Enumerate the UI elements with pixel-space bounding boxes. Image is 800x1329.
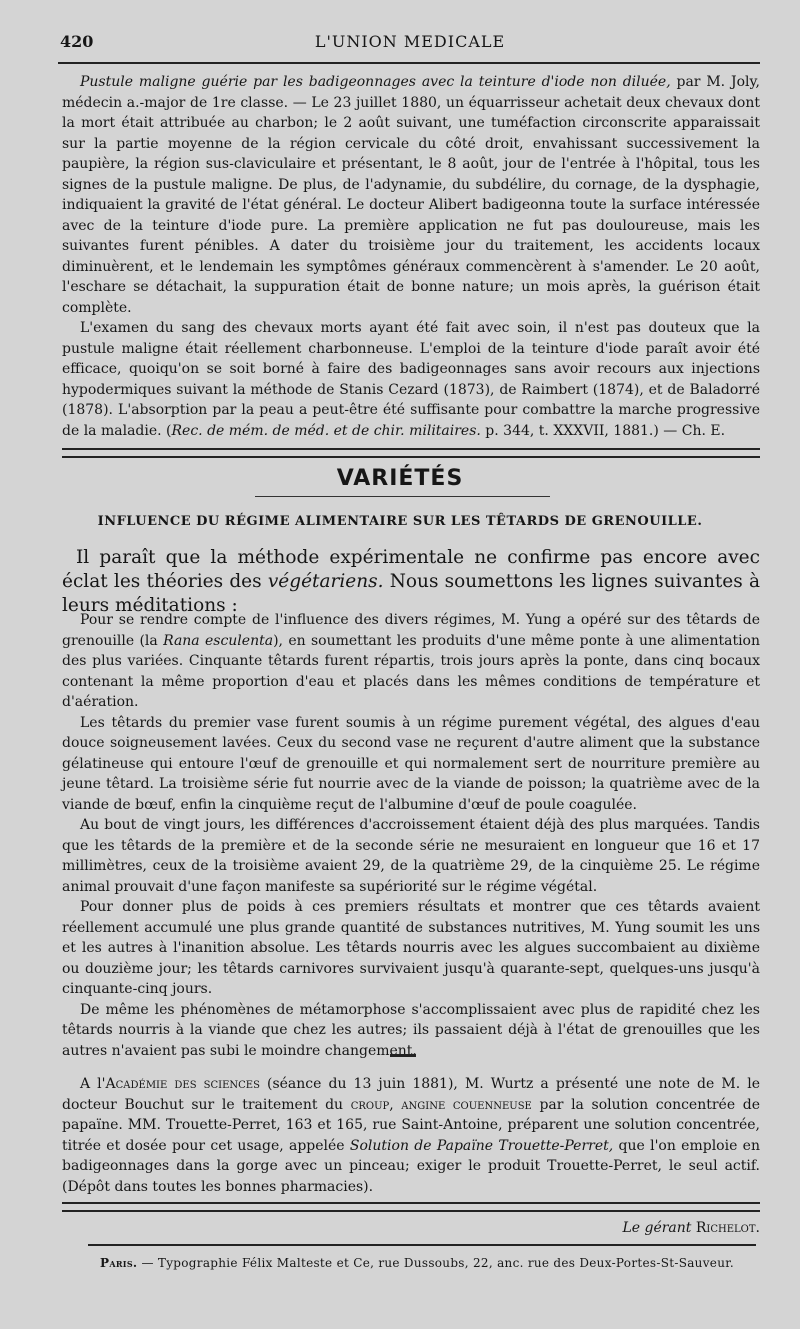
article-paragraph: De même les phénomènes de métamorphose s'accomplissaient avec plus de rapidité chez les têtards nourris à la viande que chez les autres; ils passaient déjà à l'état de grenouilles que les autres n'avaient pas subi le moindre changement. — [62, 1001, 760, 1059]
section-title: VARIÉTÉS — [336, 466, 464, 491]
article-paragraph: L'examen du sang des chevaux morts ayant été fait avec soin, il n'est pas douteux que la pustule maligne était réellement charbonneuse. L'emploi de la teinture d'iode paraît avoir été efficace, quoiqu'on se soit borné à faire des badigeonnages sans avoir recours aux injections hypodermiques suivant la méthode de Stanis Cezard (1873), de Raimbert (1874), et de Baladorré (1878). L'absorption par la peau a peut-être été suffisante pour combattre la marche progressive de la maladie. (Rec. de mém. de méd. et de chir. militaires. p. 344, t. XXXVII, 1881.) — Ch. E. — [62, 320, 760, 439]
running-title: L'UNION MEDICALE — [314, 32, 506, 51]
article-paragraph: Pour donner plus de poids à ces premiers résultats et montrer que ces têtards avaient réellement accumulé une plus grande quantité de substances nutritives, M. Yung soumit les uns et les autres à l'inanition absolue. Les têtards nourris avec les algues succombaient au dixième ou douzième jour; les têtards carnivores survivaient jusqu'à quarante-sept, quelques-uns jusqu'à cinquante-cinq jours. — [62, 899, 760, 997]
footer-rule — [88, 1244, 756, 1246]
closing-rule — [62, 1202, 760, 1212]
page-header — [60, 32, 760, 54]
notice-academie: A l'Académie des sciences (séance du 13 juin 1881), M. Wurtz a présenté une note de M. le docteur Bouchut sur le traitement du croup, angine couenneuse par la solution concentrée de papaïne. MM. Trouette-Perret, 163 et 165, rue Saint-Antoine, préparent une solution concentrée, titrée et dosée pour cet usage, appelée Solution de Papaïne Trouette-Perret, que l'on emploie en badigeonnages dans la gorge avec un pinceau; exiger le produit Trouette-Perret, le seul actif. (Dépôt dans toutes les bonnes pharmacies). — [62, 1076, 760, 1195]
title-underline — [255, 496, 550, 497]
reference: Rec. de mém. de méd. et de chir. militaires. — [171, 422, 481, 439]
section-divider — [62, 448, 760, 458]
article-paragraph: Au bout de vingt jours, les différences d'accroissement étaient déjà des plus marquées. Tandis que les têtards de la première et de la seconde série ne mesuraient en longueur que 16 et 17 millimètres, ceux de la troisième avaient 29, de la quatrième 29, de la cinquième 25. Le régime animal prouvait d'une façon manifeste sa supériorité sur le régime végétal. — [62, 817, 760, 895]
article-paragraph: Pustule maligne guérie par les badigeonnages avec la teinture d'iode non diluée, par M. Joly, médecin a.-major de 1re classe. — Le 23 juillet 1880, un équarrisseur achetait deux chevaux dont la mort était attribuée au charbon; le 2 août suivant, une tuméfaction circonscrite apparaissait sur la partie moyenne de la région cervicale du côté droit, envahissant successivement la paupière, la région sus-claviculaire et présentant, le 8 août, jour de l'entrée à l'hôpital, tous les signes de la pustule maligne. De plus, de l'adynamie, du subdélire, du cornage, de la dysphagie, indiquaient la gravité de l'état général. Le docteur Alibert badigeonna toute la surface intéressée avec de la teinture d'iode pure. La première application ne fut pas douloureuse, mais les suivantes furent pénibles. A dater du troisième jour du traitement, les accidents locaux diminuèrent, et le lendemain les symptômes généraux commencèrent à s'amender. Le 20 août, l'eschare se détachait, la suppuration était de bonne nature; un mois après, la guérison était complète. — [62, 74, 760, 316]
signature: Le gérant Richelot. — [622, 1220, 760, 1236]
article-paragraph: Les têtards du premier vase furent soumis à un régime purement végétal, des algues d'eau douce soigneusement lavées. Ceux du second vase ne reçurent d'autre aliment que la substance gélatineuse qui entoure l'œuf de grenouille et qui normalement sert de nourriture première au jeune têtard. La troisième série fut nourrie avec de la viande de poisson; la quatrième avec de la viande de bœuf, enfin la cinquième reçut de l'albumine d'œuf de poule coagulée. — [62, 714, 760, 813]
header-rule — [58, 62, 760, 64]
signature-name: Richelot. — [695, 1220, 760, 1236]
lead-paragraph: Il paraît que la méthode expérimentale ne confirme pas encore avec éclat les théories des végétariens. Nous soumettons les lignes suivantes à leurs méditations : — [62, 547, 760, 616]
article-heading: INFLUENCE DU RÉGIME ALIMENTAIRE SUR LES TÊTARDS DE GRENOUILLE. — [97, 514, 703, 529]
article-paragraph: Pour se rendre compte de l'influence des divers régimes, M. Yung a opéré sur des têtards de grenouille (la Rana esculenta), en soumettant les produits d'une même ponte à une alimentation des plus variées. Cinquante têtards furent répartis, trois jours après la ponte, dans cinq bocaux contenant la même proportion d'eau et placés dans les mêmes conditions de température et d'aération. — [62, 612, 761, 710]
imprint-footer: Paris. — Typographie Félix Malteste et Ce, rue Dussoubs, 22, anc. rue des Deux-Portes-St-Sauveur. — [100, 1256, 735, 1270]
article-pustule-maligne — [62, 72, 760, 441]
page-number: 420 — [60, 32, 94, 51]
separator — [390, 1054, 416, 1057]
article-tetards — [62, 610, 760, 1061]
article-title: Pustule maligne guérie par les badigeonnages avec la teinture d'iode non diluée, — [80, 74, 671, 90]
